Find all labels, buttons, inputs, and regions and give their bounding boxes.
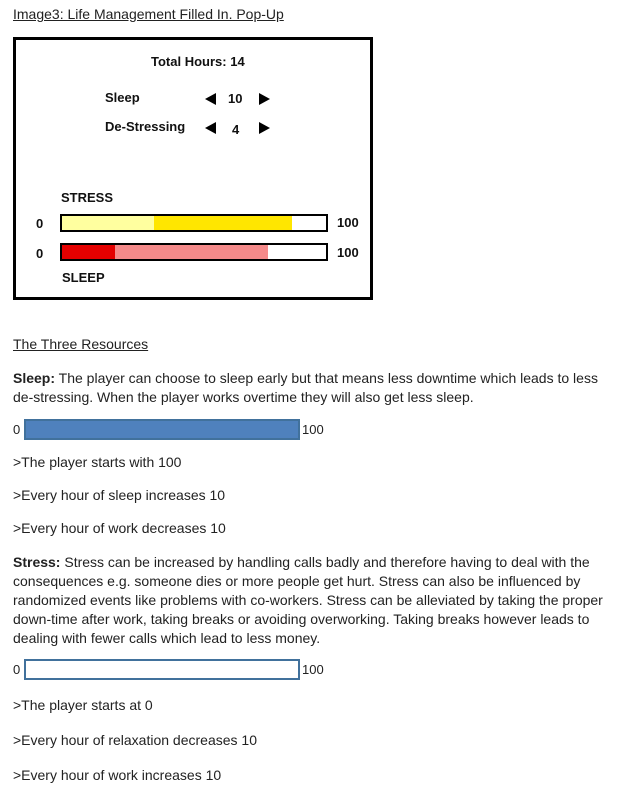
sleep-bar-max: 100 — [302, 422, 324, 437]
sleep-rule-2: >Every hour of sleep increases 10 — [13, 487, 226, 503]
sleep-bar-min: 0 — [13, 422, 21, 437]
sleep-title: Sleep: — [13, 370, 56, 386]
stress-resource-bar — [24, 659, 300, 680]
stress-meter-max: 100 — [337, 215, 359, 230]
stress-rule-1: >The player starts at 0 — [13, 697, 153, 713]
stress-title: Stress: — [13, 554, 61, 570]
sleep-meter-label: SLEEP — [62, 270, 105, 285]
section-heading: The Three Resources — [13, 336, 149, 352]
stress-bar-max: 100 — [302, 662, 324, 677]
sleep-rule-3: >Every hour of work decreases 10 — [13, 520, 226, 536]
sleep-meter — [60, 243, 328, 261]
sleep-hours-value: 10 — [228, 91, 243, 106]
sleep-increase-arrow-icon[interactable] — [259, 93, 270, 105]
stress-description — [13, 553, 621, 648]
stress-meter-min: 0 — [36, 216, 44, 231]
stress-meter-light-fill — [62, 216, 154, 230]
sleep-description — [13, 369, 621, 407]
total-hours-value: 14 — [230, 54, 245, 69]
sleep-rule-1: >The player starts with 100 — [13, 454, 182, 470]
image-caption: Image3: Life Management Filled In. Pop-Up — [13, 6, 284, 22]
sleep-meter-max: 100 — [337, 245, 359, 260]
destress-increase-arrow-icon[interactable] — [259, 122, 270, 134]
stress-meter-label: STRESS — [61, 190, 114, 205]
destress-decrease-arrow-icon[interactable] — [205, 122, 216, 134]
stress-text: Stress can be increased by handling calls badly and therefore having to deal with the consequences e.g. someone dies or more people get hurt. Stress can also be influenced by randomized events like problems with co-workers. Stress can be alleviated by taking the proper down-time after work, taking breaks or avoiding overworking. Taking breaks however leads to dealing with fewer calls which lead to less money. — [13, 554, 603, 646]
sleep-meter-min: 0 — [36, 246, 44, 261]
life-management-popup — [13, 37, 373, 300]
stress-bar-min: 0 — [13, 662, 21, 677]
sleep-resource-bar — [24, 419, 300, 440]
destress-hours-label: De-Stressing — [105, 119, 186, 134]
stress-meter — [60, 214, 328, 232]
sleep-decrease-arrow-icon[interactable] — [205, 93, 216, 105]
total-hours-label: Total Hours: — [151, 54, 227, 69]
sleep-resource-bar-fill — [26, 421, 298, 438]
sleep-text: The player can choose to sleep early but that means less downtime which leads to less de-stressing. When the player works overtime they will also get less sleep. — [13, 370, 598, 405]
total-hours — [151, 54, 245, 69]
sleep-meter-dark-fill — [62, 245, 115, 259]
destress-hours-value: 4 — [232, 122, 240, 137]
stress-rule-2: >Every hour of relaxation decreases 10 — [13, 732, 257, 748]
sleep-hours-label: Sleep — [105, 90, 140, 105]
stress-rule-3: >Every hour of work increases 10 — [13, 767, 222, 783]
